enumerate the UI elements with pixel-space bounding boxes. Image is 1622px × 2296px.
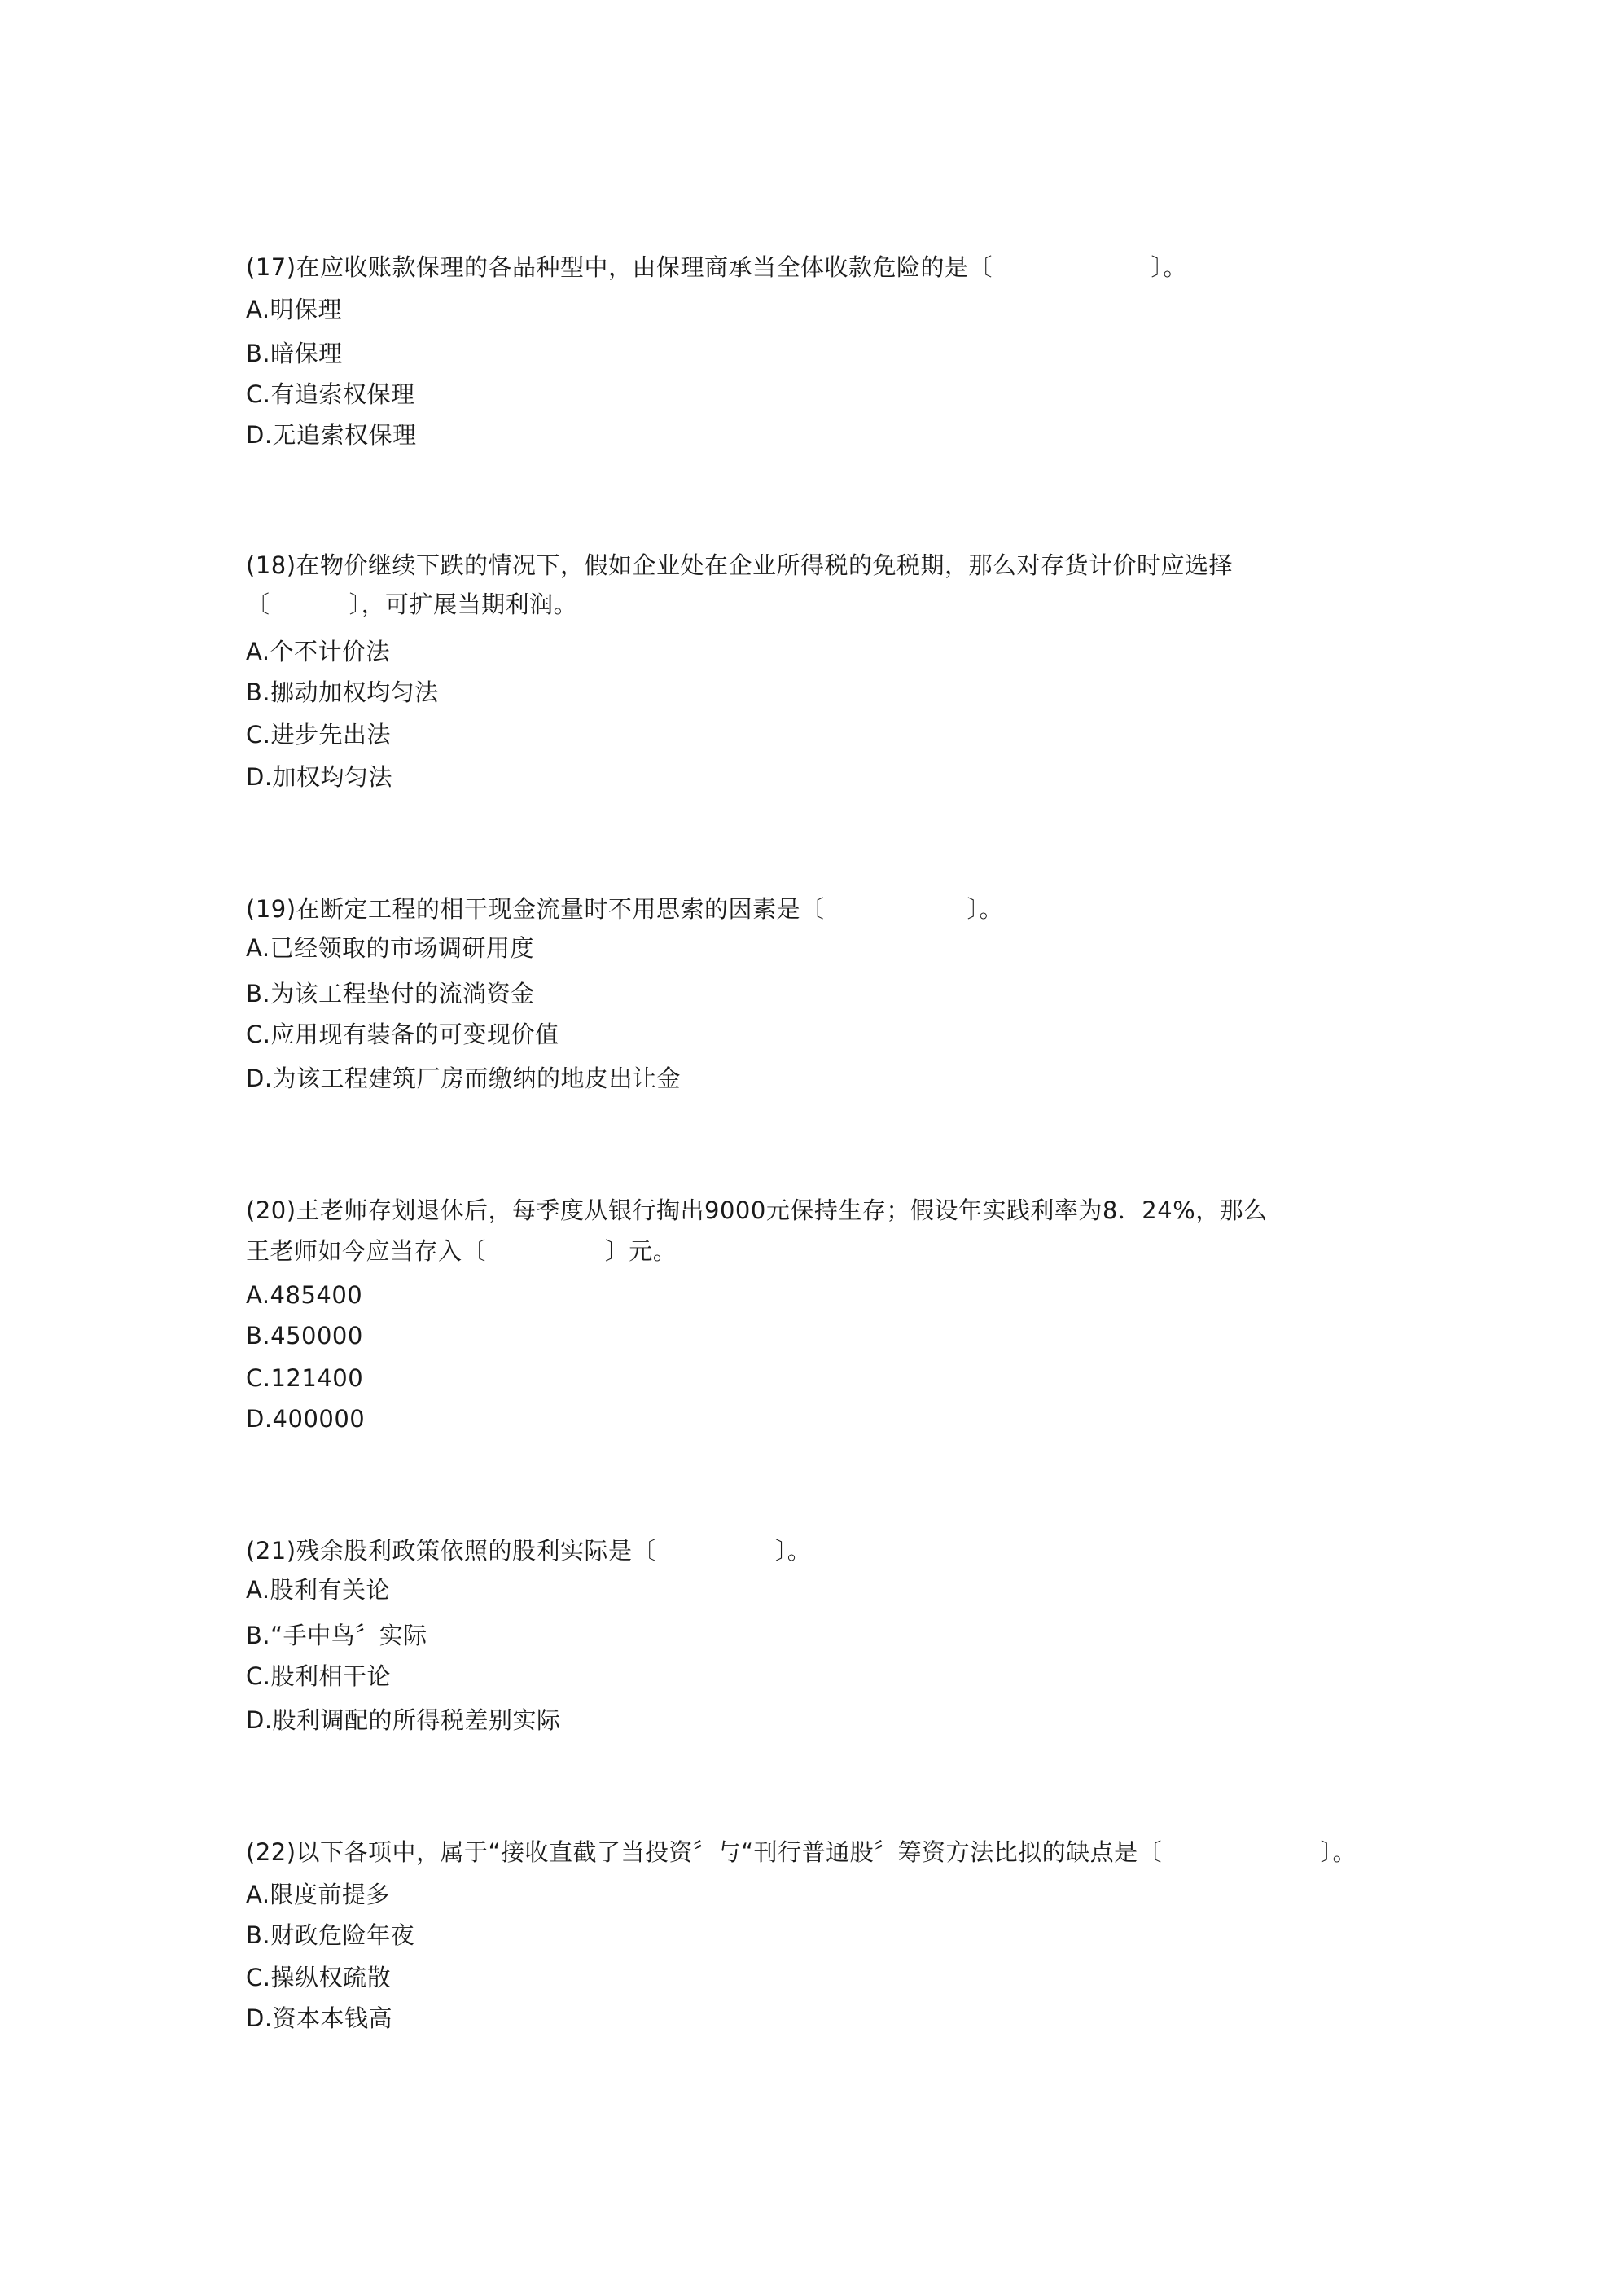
question-18-stem-line2: 〔 〕，可扩展当期利润。 <box>246 590 578 618</box>
question-17-option-a: A.明保理 <box>246 296 343 323</box>
question-20-option-d: D.400000 <box>246 1405 366 1433</box>
question-18-stem-line1: (18)在物价继续下跌的情况下，假如企业处在企业所得税的免税期，那么对存货计价时应选择 <box>246 551 1234 579</box>
question-19-stem: (19)在断定工程的相干现金流量时不用思索的因素是〔 〕。 <box>246 895 1003 923</box>
question-20-option-a: A.485400 <box>246 1281 363 1309</box>
question-20-stem-line1: (20)王老师存划退休后，每季度从银行掏出9000元保持生存；假设年实践利率为8．24%，那么 <box>246 1196 1268 1224</box>
question-18-option-c: C.进步先出法 <box>246 721 391 749</box>
question-19-option-a: A.已经领取的市场调研用度 <box>246 934 535 962</box>
question-21-stem: (21)残余股利政策依照的股利实际是〔 〕。 <box>246 1537 812 1565</box>
question-21-option-d: D.股利调配的所得税差别实际 <box>246 1706 561 1734</box>
question-20-option-c: C.121400 <box>246 1364 364 1392</box>
question-22-option-c: C.操纵权疏散 <box>246 1964 391 1991</box>
question-21-option-c: C.股利相干论 <box>246 1662 391 1690</box>
question-17-option-b: B.暗保理 <box>246 340 343 367</box>
question-19-option-b: B.为该工程垫付的流淌资金 <box>246 980 535 1008</box>
question-19-option-d: D.为该工程建筑厂房而缴纳的地皮出让金 <box>246 1065 682 1092</box>
question-18-option-d: D.加权均匀法 <box>246 763 393 791</box>
question-22-option-d: D.资本本钱高 <box>246 2004 393 2032</box>
question-22-stem: (22)以下各项中，属于“接收直截了当投资〞与“刊行普通股〞筹资方法比拟的缺点是〔 〕。 <box>246 1838 1357 1866</box>
question-17-option-d: D.无追索权保理 <box>246 421 417 449</box>
question-18-option-b: B.挪动加权均匀法 <box>246 678 439 706</box>
question-22-option-a: A.限度前提多 <box>246 1881 391 1908</box>
question-19-option-c: C.应用现有装备的可变现价值 <box>246 1021 559 1048</box>
question-20-option-b: B.450000 <box>246 1322 363 1350</box>
question-21-option-a: A.股利有关论 <box>246 1576 391 1604</box>
question-20-stem-line2: 王老师如今应当存入〔 〕元。 <box>246 1237 677 1265</box>
question-21-option-b: B.“手中鸟〞实际 <box>246 1622 427 1649</box>
question-17-option-c: C.有追索权保理 <box>246 380 415 408</box>
question-17-stem: (17)在应收账款保理的各品种型中，由保理商承当全体收款危险的是〔 〕。 <box>246 253 1187 281</box>
question-18-option-a: A.个不计价法 <box>246 638 391 665</box>
question-22-option-b: B.财政危险年夜 <box>246 1921 415 1949</box>
